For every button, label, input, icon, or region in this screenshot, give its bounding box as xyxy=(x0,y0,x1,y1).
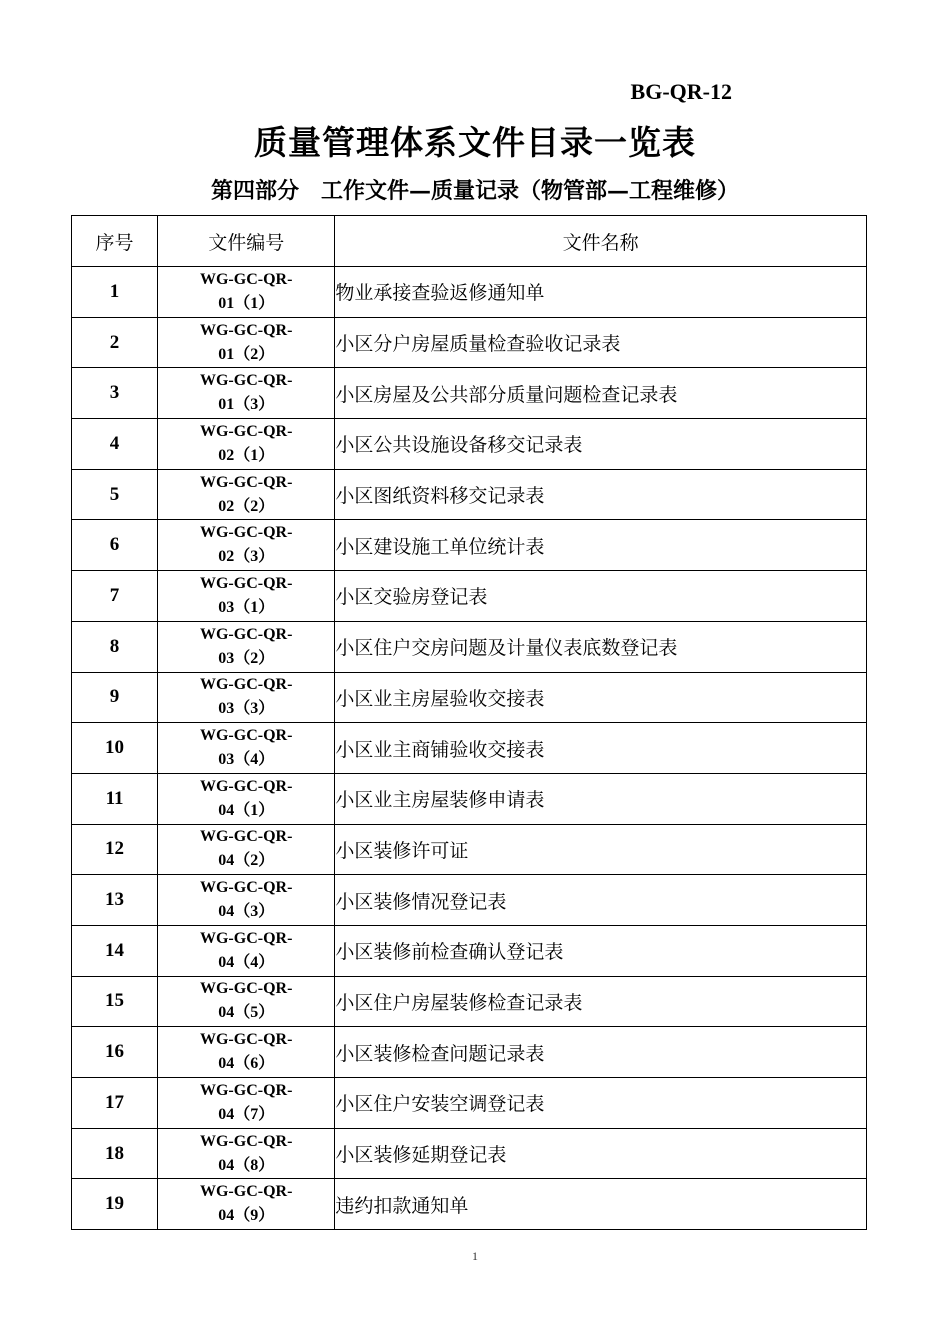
document-code: BG-QR-12 xyxy=(630,79,732,104)
row-file-name: 小区装修情况登记表 xyxy=(335,875,867,926)
row-file-code xyxy=(158,773,335,824)
table-row xyxy=(72,621,867,672)
row-seq-number: 6 xyxy=(72,520,158,571)
table-row xyxy=(72,824,867,875)
file-code-suffix: 04（2） xyxy=(218,852,275,870)
table-row xyxy=(72,267,867,318)
row-file-code xyxy=(158,925,335,976)
row-file-name: 小区建设施工单位统计表 xyxy=(335,520,867,571)
row-file-code xyxy=(158,267,335,318)
file-code-prefix: WG-GC-QR- xyxy=(199,929,293,947)
table-row xyxy=(72,925,867,976)
row-file-code xyxy=(158,976,335,1027)
row-file-code xyxy=(158,571,335,622)
row-file-code xyxy=(158,723,335,774)
file-code-suffix: 04（3） xyxy=(218,903,275,921)
row-seq-number: 15 xyxy=(72,976,158,1027)
table-row xyxy=(72,1179,867,1230)
file-code-suffix: 04（4） xyxy=(218,953,275,971)
file-code-suffix: 03（4） xyxy=(218,751,275,769)
row-file-name: 小区业主商铺验收交接表 xyxy=(335,723,867,774)
row-file-code xyxy=(158,1027,335,1078)
table-row xyxy=(72,1027,867,1078)
table-row xyxy=(72,1078,867,1129)
row-file-name: 小区图纸资料移交记录表 xyxy=(335,469,867,520)
file-code-prefix: WG-GC-QR- xyxy=(199,777,293,795)
file-code-prefix: WG-GC-QR- xyxy=(199,980,293,998)
row-seq-number: 19 xyxy=(72,1179,158,1230)
row-file-code xyxy=(158,317,335,368)
file-code-prefix: WG-GC-QR- xyxy=(199,879,293,897)
table-row xyxy=(72,773,867,824)
file-code-suffix: 01（3） xyxy=(218,396,275,414)
row-file-name: 小区装修许可证 xyxy=(335,824,867,875)
page-subtitle: 第四部分 工作文件—质量记录（物管部—工程维修） xyxy=(210,178,739,204)
table-header-row xyxy=(72,216,867,267)
table-row xyxy=(72,723,867,774)
row-seq-number: 1 xyxy=(72,267,158,318)
row-seq-number: 4 xyxy=(72,419,158,470)
table-row xyxy=(72,875,867,926)
file-code-prefix: WG-GC-QR- xyxy=(199,473,293,491)
table-row xyxy=(72,976,867,1027)
file-code-prefix: WG-GC-QR- xyxy=(199,372,293,390)
file-code-prefix: WG-GC-QR- xyxy=(199,1031,293,1049)
page-title: 质量管理体系文件目录一览表 xyxy=(254,123,696,162)
row-file-code xyxy=(158,419,335,470)
row-file-code xyxy=(158,824,335,875)
file-code-prefix: WG-GC-QR- xyxy=(199,727,293,745)
table-row xyxy=(72,317,867,368)
file-code-suffix: 04（1） xyxy=(218,801,275,819)
file-code-prefix: WG-GC-QR- xyxy=(199,828,293,846)
row-file-name: 小区装修检查问题记录表 xyxy=(335,1027,867,1078)
row-file-code xyxy=(158,672,335,723)
file-code-prefix: WG-GC-QR- xyxy=(199,321,293,339)
row-seq-number: 5 xyxy=(72,469,158,520)
row-file-code xyxy=(158,621,335,672)
row-file-code xyxy=(158,520,335,571)
file-code-suffix: 02（1） xyxy=(218,446,275,464)
row-file-name: 小区装修前检查确认登记表 xyxy=(335,925,867,976)
row-seq-number: 7 xyxy=(72,571,158,622)
row-seq-number: 10 xyxy=(72,723,158,774)
row-file-name: 小区业主房屋装修申请表 xyxy=(335,773,867,824)
file-code-suffix: 04（6） xyxy=(218,1055,275,1073)
file-code-prefix: WG-GC-QR- xyxy=(199,1081,293,1099)
column-header-name: 文件名称 xyxy=(335,216,867,267)
table-row xyxy=(72,368,867,419)
row-seq-number: 2 xyxy=(72,317,158,368)
row-seq-number: 17 xyxy=(72,1078,158,1129)
row-file-name: 小区交验房登记表 xyxy=(335,571,867,622)
file-code-prefix: WG-GC-QR- xyxy=(199,625,293,643)
row-file-name: 违约扣款通知单 xyxy=(335,1179,867,1230)
row-seq-number: 3 xyxy=(72,368,158,419)
file-code-prefix: WG-GC-QR- xyxy=(199,1183,293,1201)
row-file-name: 小区住户安装空调登记表 xyxy=(335,1078,867,1129)
table-row xyxy=(72,469,867,520)
row-file-code xyxy=(158,875,335,926)
row-seq-number: 18 xyxy=(72,1128,158,1179)
column-header-seq: 序号 xyxy=(72,216,158,267)
file-code-suffix: 03（3） xyxy=(218,700,275,718)
row-file-code xyxy=(158,1179,335,1230)
file-code-suffix: 01（2） xyxy=(218,345,275,363)
row-file-name: 小区住户交房问题及计量仪表底数登记表 xyxy=(335,621,867,672)
row-file-name: 小区分户房屋质量检查验收记录表 xyxy=(335,317,867,368)
file-code-prefix: WG-GC-QR- xyxy=(199,676,293,694)
row-file-code xyxy=(158,368,335,419)
table-row xyxy=(72,571,867,622)
row-seq-number: 11 xyxy=(72,773,158,824)
file-code-suffix: 04（7） xyxy=(218,1105,275,1123)
table-body xyxy=(72,267,867,1230)
file-code-prefix: WG-GC-QR- xyxy=(199,270,293,288)
table-row xyxy=(72,520,867,571)
file-code-suffix: 04（8） xyxy=(218,1156,275,1174)
row-file-name: 小区业主房屋验收交接表 xyxy=(335,672,867,723)
file-code-suffix: 04（9） xyxy=(218,1207,275,1225)
table-row xyxy=(72,672,867,723)
row-seq-number: 8 xyxy=(72,621,158,672)
table-row xyxy=(72,1128,867,1179)
file-code-prefix: WG-GC-QR- xyxy=(199,524,293,542)
file-code-prefix: WG-GC-QR- xyxy=(199,574,293,592)
row-seq-number: 12 xyxy=(72,824,158,875)
page-number: 1 xyxy=(472,1249,478,1263)
row-file-name: 小区房屋及公共部分质量问题检查记录表 xyxy=(335,368,867,419)
file-directory-table xyxy=(71,215,867,1230)
file-code-prefix: WG-GC-QR- xyxy=(199,1132,293,1150)
row-file-code xyxy=(158,1128,335,1179)
file-code-suffix: 02（2） xyxy=(218,497,275,515)
row-seq-number: 14 xyxy=(72,925,158,976)
file-code-suffix: 03（2） xyxy=(218,649,275,667)
column-header-code: 文件编号 xyxy=(158,216,335,267)
table-row xyxy=(72,419,867,470)
row-file-code xyxy=(158,1078,335,1129)
file-code-prefix: WG-GC-QR- xyxy=(199,422,293,440)
row-file-name: 小区装修延期登记表 xyxy=(335,1128,867,1179)
row-seq-number: 16 xyxy=(72,1027,158,1078)
file-code-suffix: 03（1） xyxy=(218,598,275,616)
row-file-name: 物业承接查验返修通知单 xyxy=(335,267,867,318)
row-seq-number: 9 xyxy=(72,672,158,723)
file-code-suffix: 02（3） xyxy=(218,548,275,566)
row-file-name: 小区公共设施设备移交记录表 xyxy=(335,419,867,470)
file-code-suffix: 04（5） xyxy=(218,1004,275,1022)
row-file-code xyxy=(158,469,335,520)
file-code-suffix: 01（1） xyxy=(218,294,275,312)
row-file-name: 小区住户房屋装修检查记录表 xyxy=(335,976,867,1027)
row-seq-number: 13 xyxy=(72,875,158,926)
